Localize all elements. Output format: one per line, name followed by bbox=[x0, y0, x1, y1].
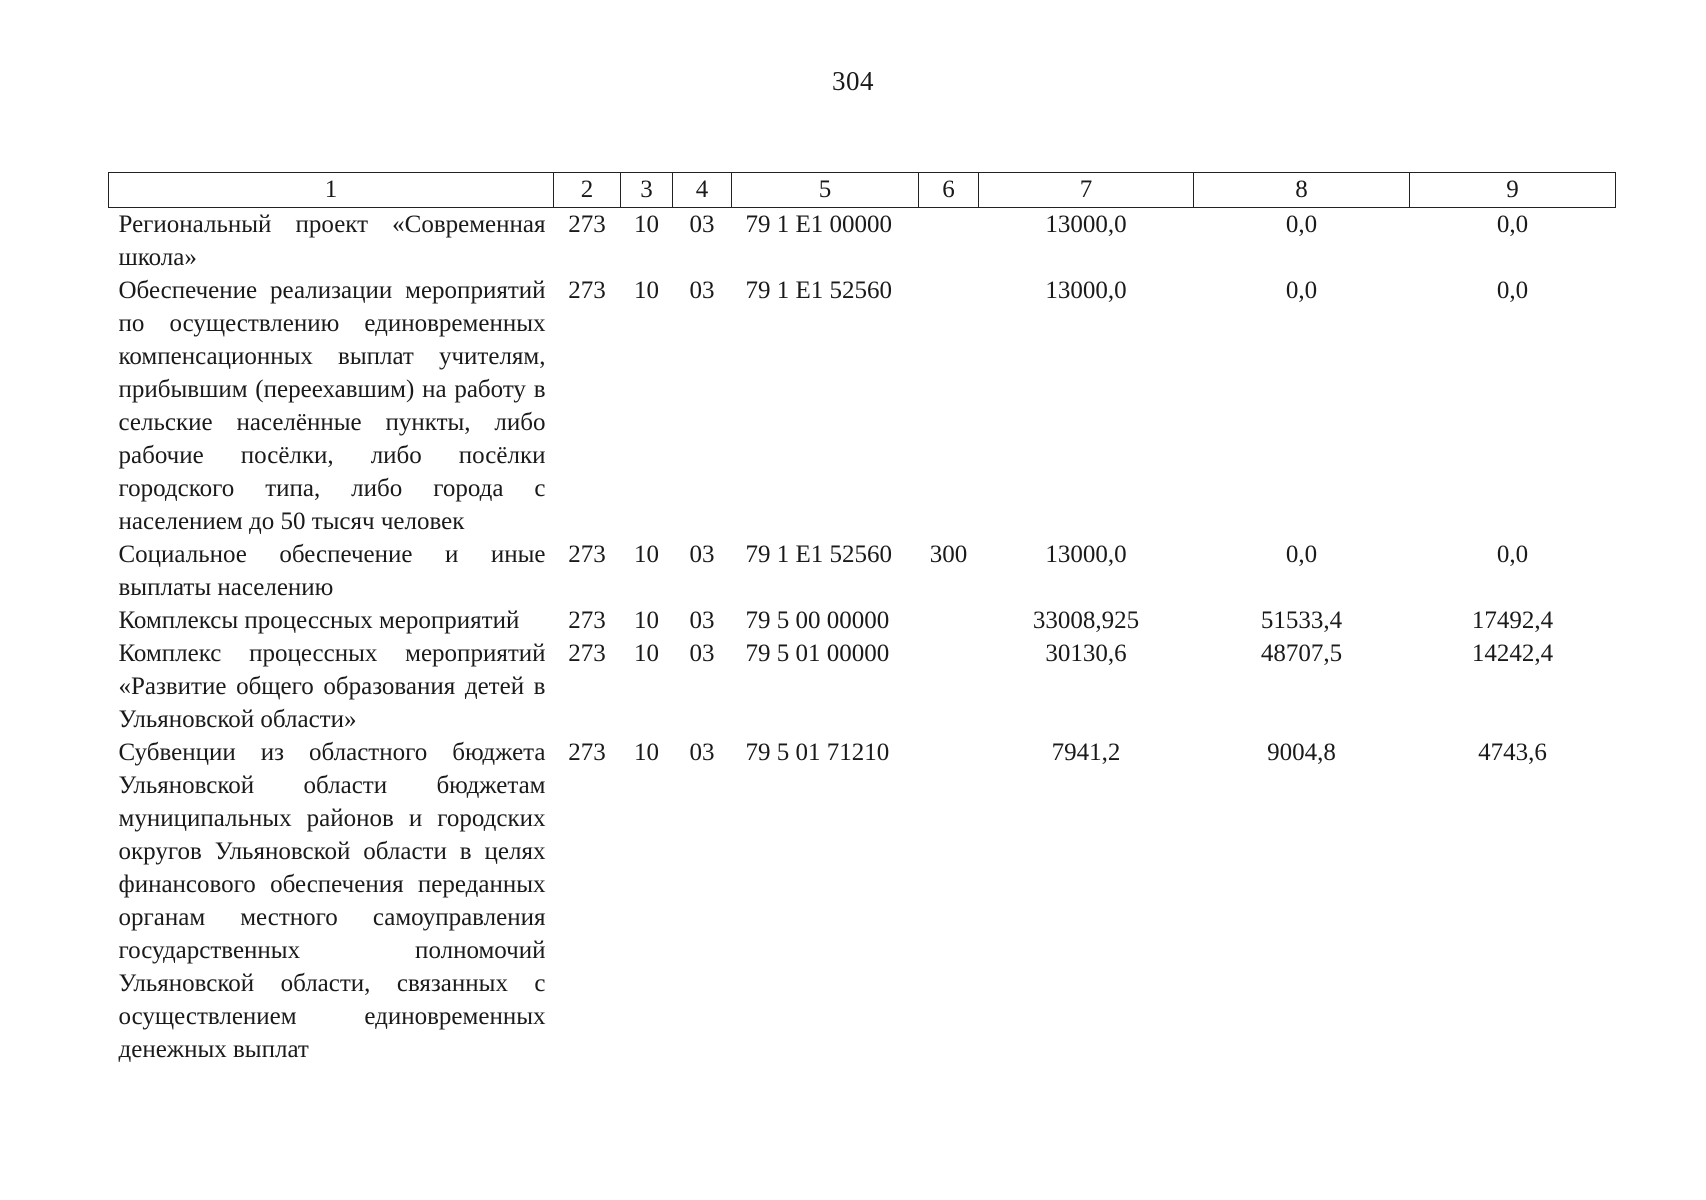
row-value-col-8: 9004,8 bbox=[1267, 739, 1336, 766]
row-value-col-8: 0,0 bbox=[1285, 541, 1318, 568]
row-expense-type bbox=[919, 274, 979, 538]
row-value-col-8: 0,0 bbox=[1285, 277, 1318, 304]
table-row bbox=[109, 274, 1616, 538]
row-description: Комплекс процессных мероприятий «Развитие общего образования детей в Ульяновской области» bbox=[118, 640, 546, 733]
table-row bbox=[109, 604, 1616, 637]
row-ministry-code: 273 bbox=[568, 277, 606, 304]
row-value-col-7: 13000,0 bbox=[1045, 277, 1127, 304]
row-target-article: 79 1 Е1 52560 bbox=[745, 541, 893, 568]
header-col-6: 6 bbox=[919, 173, 979, 208]
table-row bbox=[109, 208, 1616, 275]
table-row bbox=[109, 736, 1616, 1066]
header-col-2: 2 bbox=[554, 173, 621, 208]
budget-table bbox=[108, 172, 1616, 1066]
row-value-col-7: 33008,925 bbox=[1032, 607, 1140, 634]
row-section-code: 10 bbox=[634, 640, 659, 667]
row-value-col-9: 4743,6 bbox=[1478, 739, 1547, 766]
row-target-article: 79 1 Е1 00000 bbox=[745, 211, 893, 238]
row-target-article: 79 5 01 71210 bbox=[745, 739, 890, 766]
table-body bbox=[109, 208, 1616, 1067]
row-subsection-code: 03 bbox=[689, 211, 715, 238]
row-expense-type bbox=[919, 208, 979, 275]
row-description: Региональный проект «Современная школа» bbox=[118, 211, 546, 271]
header-col-4: 4 bbox=[673, 173, 732, 208]
row-target-article: 79 1 Е1 52560 bbox=[745, 277, 893, 304]
row-section-code: 10 bbox=[634, 739, 659, 766]
row-section-code: 10 bbox=[634, 211, 659, 238]
row-value-col-9: 0,0 bbox=[1496, 277, 1529, 304]
row-value-col-9: 0,0 bbox=[1496, 541, 1529, 568]
row-ministry-code: 273 bbox=[568, 541, 606, 568]
row-value-col-8: 0,0 bbox=[1285, 211, 1318, 238]
header-col-9: 9 bbox=[1410, 173, 1616, 208]
row-ministry-code: 273 bbox=[568, 640, 606, 667]
row-ministry-code: 273 bbox=[568, 739, 606, 766]
row-expense-type bbox=[919, 604, 979, 637]
row-target-article: 79 5 00 00000 bbox=[745, 607, 890, 634]
header-col-3: 3 bbox=[621, 173, 673, 208]
page-number: 304 bbox=[832, 66, 874, 96]
row-ministry-code: 273 bbox=[568, 211, 606, 238]
row-value-col-9: 14242,4 bbox=[1471, 640, 1554, 667]
row-value-col-7: 7941,2 bbox=[1051, 739, 1121, 766]
row-value-col-9: 0,0 bbox=[1496, 211, 1529, 238]
row-value-col-7: 30130,6 bbox=[1045, 640, 1127, 667]
row-description: Социальное обеспечение и иные выплаты населению bbox=[118, 541, 546, 601]
header-col-5: 5 bbox=[732, 173, 919, 208]
row-section-code: 10 bbox=[634, 607, 659, 634]
row-value-col-8: 48707,5 bbox=[1260, 640, 1343, 667]
header-row bbox=[109, 173, 1616, 208]
row-expense-type: 300 bbox=[929, 541, 968, 568]
row-subsection-code: 03 bbox=[689, 640, 715, 667]
row-value-col-8: 51533,4 bbox=[1260, 607, 1343, 634]
table-header bbox=[109, 173, 1616, 208]
row-subsection-code: 03 bbox=[689, 607, 715, 634]
table-row bbox=[109, 637, 1616, 736]
row-subsection-code: 03 bbox=[689, 541, 715, 568]
row-ministry-code: 273 bbox=[568, 607, 606, 634]
row-subsection-code: 03 bbox=[689, 739, 715, 766]
row-expense-type bbox=[919, 736, 979, 1066]
row-value-col-7: 13000,0 bbox=[1045, 541, 1127, 568]
row-target-article: 79 5 01 00000 bbox=[745, 640, 890, 667]
row-description: Обеспечение реализации мероприятий по осуществлению единовременных компенсационных выплат учителям, прибывшим (переехавшим) на работу в сельские населённые пункты, либо рабочие посёлки, либо посёлки городского типа, либо города с населением до 50 тысяч человек bbox=[118, 277, 546, 535]
row-section-code: 10 bbox=[634, 277, 659, 304]
row-value-col-7: 13000,0 bbox=[1045, 211, 1127, 238]
row-section-code: 10 bbox=[634, 541, 659, 568]
row-subsection-code: 03 bbox=[689, 277, 715, 304]
table-row bbox=[109, 538, 1616, 604]
header-col-8: 8 bbox=[1194, 173, 1410, 208]
header-col-7: 7 bbox=[979, 173, 1194, 208]
row-description: Субвенции из областного бюджета Ульяновской области бюджетам муниципальных районов и городских округов Ульяновской области в целях финансового обеспечения переданных органам местного самоуправления государственных полномочий Ульяновской области, связанных с осуществлением единовременных денежных выплат bbox=[118, 739, 546, 1063]
header-col-1: 1 bbox=[109, 173, 554, 208]
row-description: Комплексы процессных мероприятий bbox=[118, 607, 520, 634]
row-expense-type bbox=[919, 637, 979, 736]
row-value-col-9: 17492,4 bbox=[1471, 607, 1554, 634]
